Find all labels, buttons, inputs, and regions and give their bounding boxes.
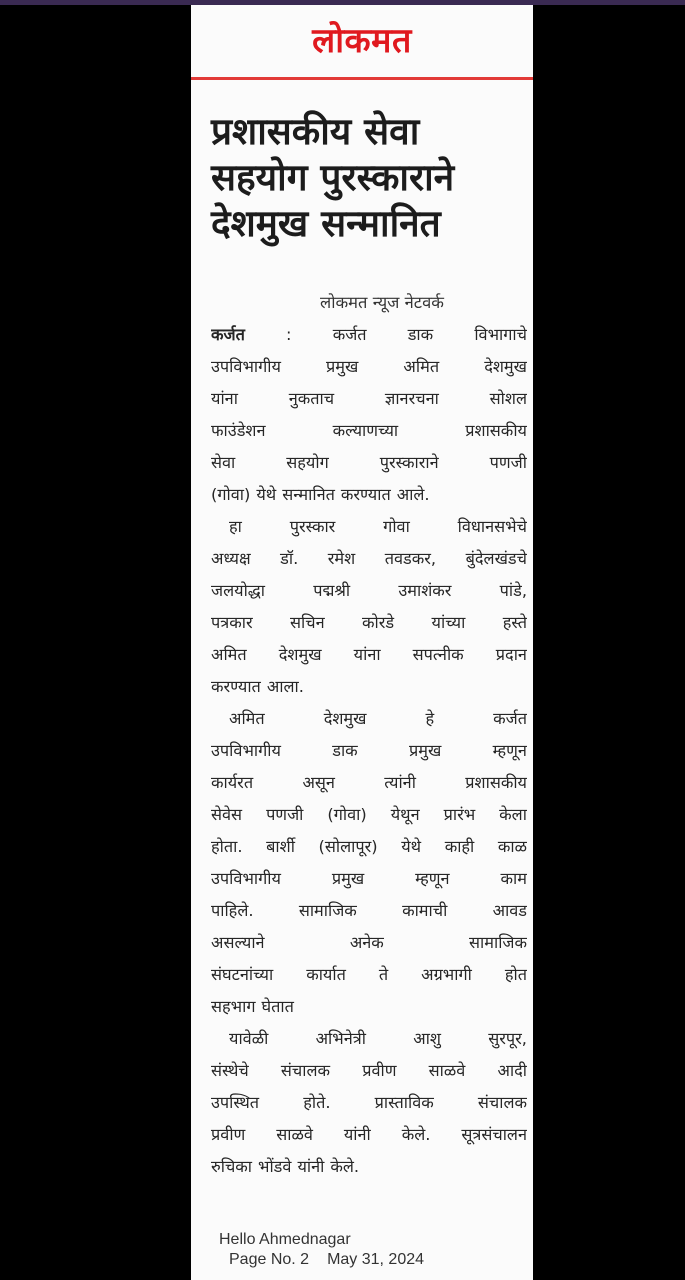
article-paragraph [211,703,527,1023]
article-line: उपविभागीय प्रमुख अमित देशमुख [211,357,527,376]
article-line: यांना नुकताच ज्ञानरचना सोशल [211,389,527,408]
article-line: अमित देशमुख हे कर्जत [229,709,527,728]
footer-page: Page No. 2 [229,1251,310,1268]
article-line: यावेळी अभिनेत्री आशु सुरपूर, [229,1029,527,1048]
article-line: उपविभागीय प्रमुख म्हणून काम [211,869,527,888]
article-body [211,319,527,1183]
article-line: प्रवीण साळवे यांनी केले. सूत्रसंचालन [211,1125,527,1144]
article-paragraph [211,1023,527,1183]
newspaper-logo: लोकमत [312,21,412,61]
article-line: रुचिका भोंडवे यांनी केले. [211,1157,360,1176]
article-line: संघटनांच्या कार्यात ते अग्रभागी होत [211,965,527,984]
masthead [191,11,533,77]
headline-line: प्रशासकीय सेवा [211,110,420,153]
article-paragraph [211,511,527,703]
article-paragraph [211,319,527,511]
headline-line: देशमुख सन्मानित [211,202,441,245]
article-line: असल्याने अनेक सामाजिक [211,933,527,952]
footer-source: Hello Ahmednagar [219,1231,351,1248]
article-line: जलयोद्धा पद्मश्री उमाशंकर पांडे, [211,581,527,600]
article-line: करण्यात आला. [211,677,304,696]
article-line: सेवा सहयोग पुरस्काराने पणजी [211,453,527,472]
article-line: कार्यरत असून त्यांनी प्रशासकीय [211,773,527,792]
masthead-rule [191,77,533,80]
article-line: होता. बार्शी (सोलापूर) येथे काही काळ [211,837,527,856]
article-line: कर्जत : कर्जत डाक विभागाचे [211,325,527,344]
article-line: संस्थेचे संचालक प्रवीण साळवे आदी [211,1061,527,1080]
article-line: हा पुरस्कार गोवा विधानसभेचे [229,517,527,536]
article-line: उपस्थित होते. प्रास्ताविक संचालक [211,1093,527,1112]
article-line: पत्रकार सचिन कोरडे यांच्या हस्ते [211,613,527,632]
article-line: अध्यक्ष डॉ. रमेश तवडकर, बुंदेलखंडचे [211,549,527,568]
newspaper-clipping [191,5,533,1280]
article-line: फाउंडेशन कल्याणच्या प्रशासकीय [211,421,527,440]
article-line: अमित देशमुख यांना सपत्नीक प्रदान [211,645,527,664]
headline [211,109,521,247]
article-line: पाहिले. सामाजिक कामाची आवड [211,901,527,920]
clipping-footer [219,1230,424,1270]
byline: लोकमत न्यूज नेटवर्क [320,293,444,312]
footer-date: May 31, 2024 [327,1251,425,1268]
article-line: (गोवा) येथे सन्मानित करण्यात आले. [211,485,430,504]
headline-line: सहयोग पुरस्काराने [211,156,455,199]
article-line: सेवेस पणजी (गोवा) येथून प्रारंभ केला [211,805,527,824]
article-line: सहभाग घेतात [211,997,294,1016]
article-line: उपविभागीय डाक प्रमुख म्हणून [211,741,527,760]
